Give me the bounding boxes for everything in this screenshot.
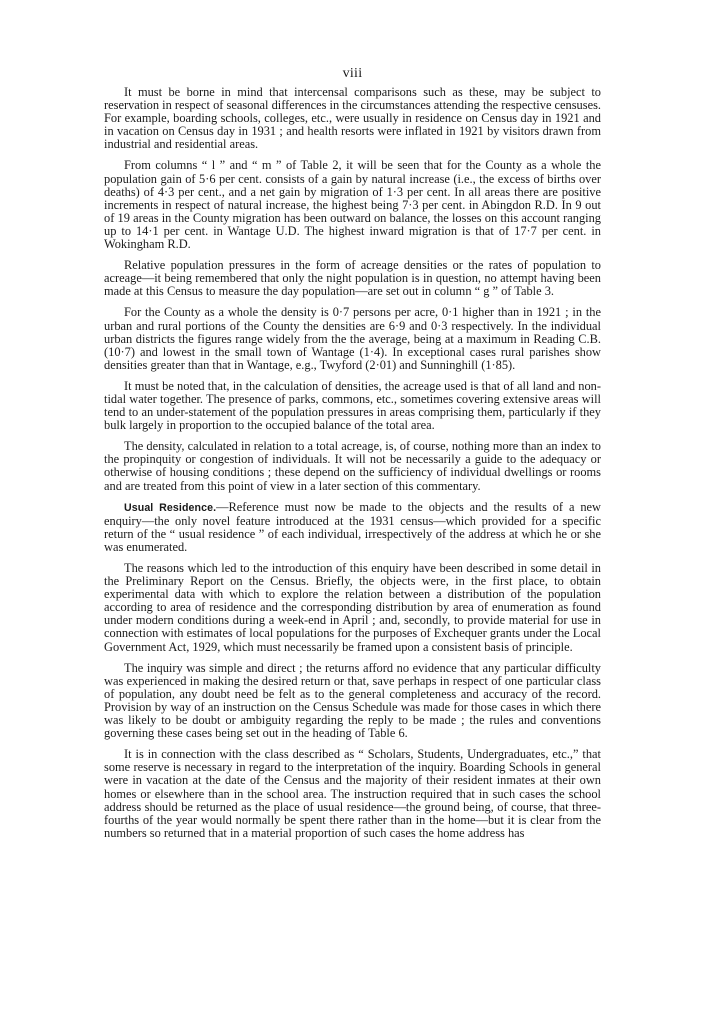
section-heading-usual-residence: Usual Residence. [124, 501, 217, 514]
paragraph-inquiry-simple [104, 662, 601, 741]
paragraph-intercensal-comparisons [104, 86, 601, 151]
paragraph-natural-increase [104, 159, 601, 251]
paragraph-text: The inquiry was simple and direct ; the returns afford no evidence that any particular difficulty was experienced in making the desired return or that, save perhaps in respect of one particular class of population, any doubt need be felt as to the general completeness and accuracy of the record. Provision by way of an instruction on the Census Schedule was made for those cases in which there was likely to be doubt or ambiguity regarding the reply to be made ; the rules and conventions governing these cases being set out in the heading of Table 6. [104, 660, 601, 741]
paragraph-text: For the County as a whole the density is 0·7 persons per acre, 0·1 higher than in 1921 ; in the urban and rural portions of the County the densities are 6·9 and 0·3 respectively. In the individual urban districts the figures range widely from the the average, being at a maximum in Reading C.B. (10·7) and lowest in the small town of Wantage (1·4). In exceptional cases rural parishes show densities greater than that in Wantage, e.g., Twyford (2·01) and Sunninghill (1·85). [104, 305, 601, 372]
paragraph-text: From columns “ l ” and “ m ” of Table 2, it will be seen that for the County as a whole the population gain of 5·6 per cent. consists of a gain by natural increase (i.e., the excess of births over deaths) of 4·3 per cent., and a net gain by migration of 1·3 per cent. In all areas there are positive increments in respect of natural increase, the highest being 7·3 per cent. in Abingdon R.D. In 9 out of 19 areas in the County migration has been outward on balance, the losses on this account ranging up to 14·1 per cent. in Wantage U.D. The highest inward migration is that of 17·7 per cent. in Wokingham R.D. [104, 158, 601, 252]
paragraph-text: It must be borne in mind that intercensal comparisons such as these, may be subject to reservation in respect of seasonal differences in the circumstances attending the respective censuses. For example, boarding schools, colleges, etc., were usually in residence on Census day in 1921 and in vacation on Census day in 1931 ; and health resorts were inflated in 1921 by visitors drawn from industrial and residential areas. [104, 85, 601, 152]
page-number: viii [342, 66, 363, 81]
paragraph-density-index [104, 440, 601, 492]
paragraph-text: Relative population pressures in the form of acreage densities or the rates of population to acreage—it being remembered that only the night population is in question, no attempt having been made at this Census to measure the day population—are set out in column “ g ” of Table 3. [104, 258, 601, 299]
paragraph-usual-residence [104, 501, 601, 554]
paragraph-acreage-calculation [104, 380, 601, 432]
paragraph-text: —Reference must now be made to the objects and the results of a new enquiry—the only novel feature introduced at the 1931 census—which provided for a specific return of the “ usual residence ” of each individual, irrespectively of the address at which he or she was enumerated. [104, 499, 601, 554]
paragraph-text: The density, calculated in relation to a total acreage, is, of course, nothing more than an index to the propinquity or congestion of individuals. It will not be necessarily a guide to the adequacy or otherwise of housing conditions ; these depend on the sufficiency of individual dwellings or rooms and are treated from this point of view in a later section of this commentary. [104, 439, 601, 493]
paragraph-county-density [104, 306, 601, 371]
paragraph-text: It must be noted that, in the calculation of densities, the acreage used is that of all land and non-tidal water together. The presence of parks, commons, etc., sometimes covering extensive areas will tend to an under-statement of the population pressures in areas comprising them, particularly if they bulk largely in proportion to the occupied balance of the total area. [104, 378, 601, 433]
paragraph-population-pressures [104, 259, 601, 298]
paragraph-text: It is in connection with the class described as “ Scholars, Students, Undergraduates, etc.,” that some reserve is necessary in regard to the interpretation of the inquiry. Boarding Schools in general were in vacation at the date of the Census and the majority of their resident inmates at their own homes or elsewhere than in the school area. The instruction required that in such cases the school address should be returned as the place of usual residence—the ground being, of course, that three-fourths of the year would normally be spent there rather than in the home—but it is clear from the numbers so returned that in a material proportion of such cases the home address has [104, 747, 601, 840]
paragraph-scholars-students [104, 748, 601, 840]
paragraph-text: The reasons which led to the introduction of this enquiry have been described in some detail in the Preliminary Report on the Census. Briefly, the objects were, in the first place, to obtain experimental data with which to explore the relation between a distribution of the population according to area of residence and the corresponding distribution by area of enumeration as found under modern conditions during a week-end in April ; and, secondly, to provide material for use in connection with estimates of local populations for the purposes of Exchequer grants under the Local Government Act, 1929, which must necessarily be framed upon a consistent basis of principle. [104, 561, 601, 654]
paragraph-enquiry-reasons [104, 562, 601, 654]
document-page [104, 66, 601, 840]
